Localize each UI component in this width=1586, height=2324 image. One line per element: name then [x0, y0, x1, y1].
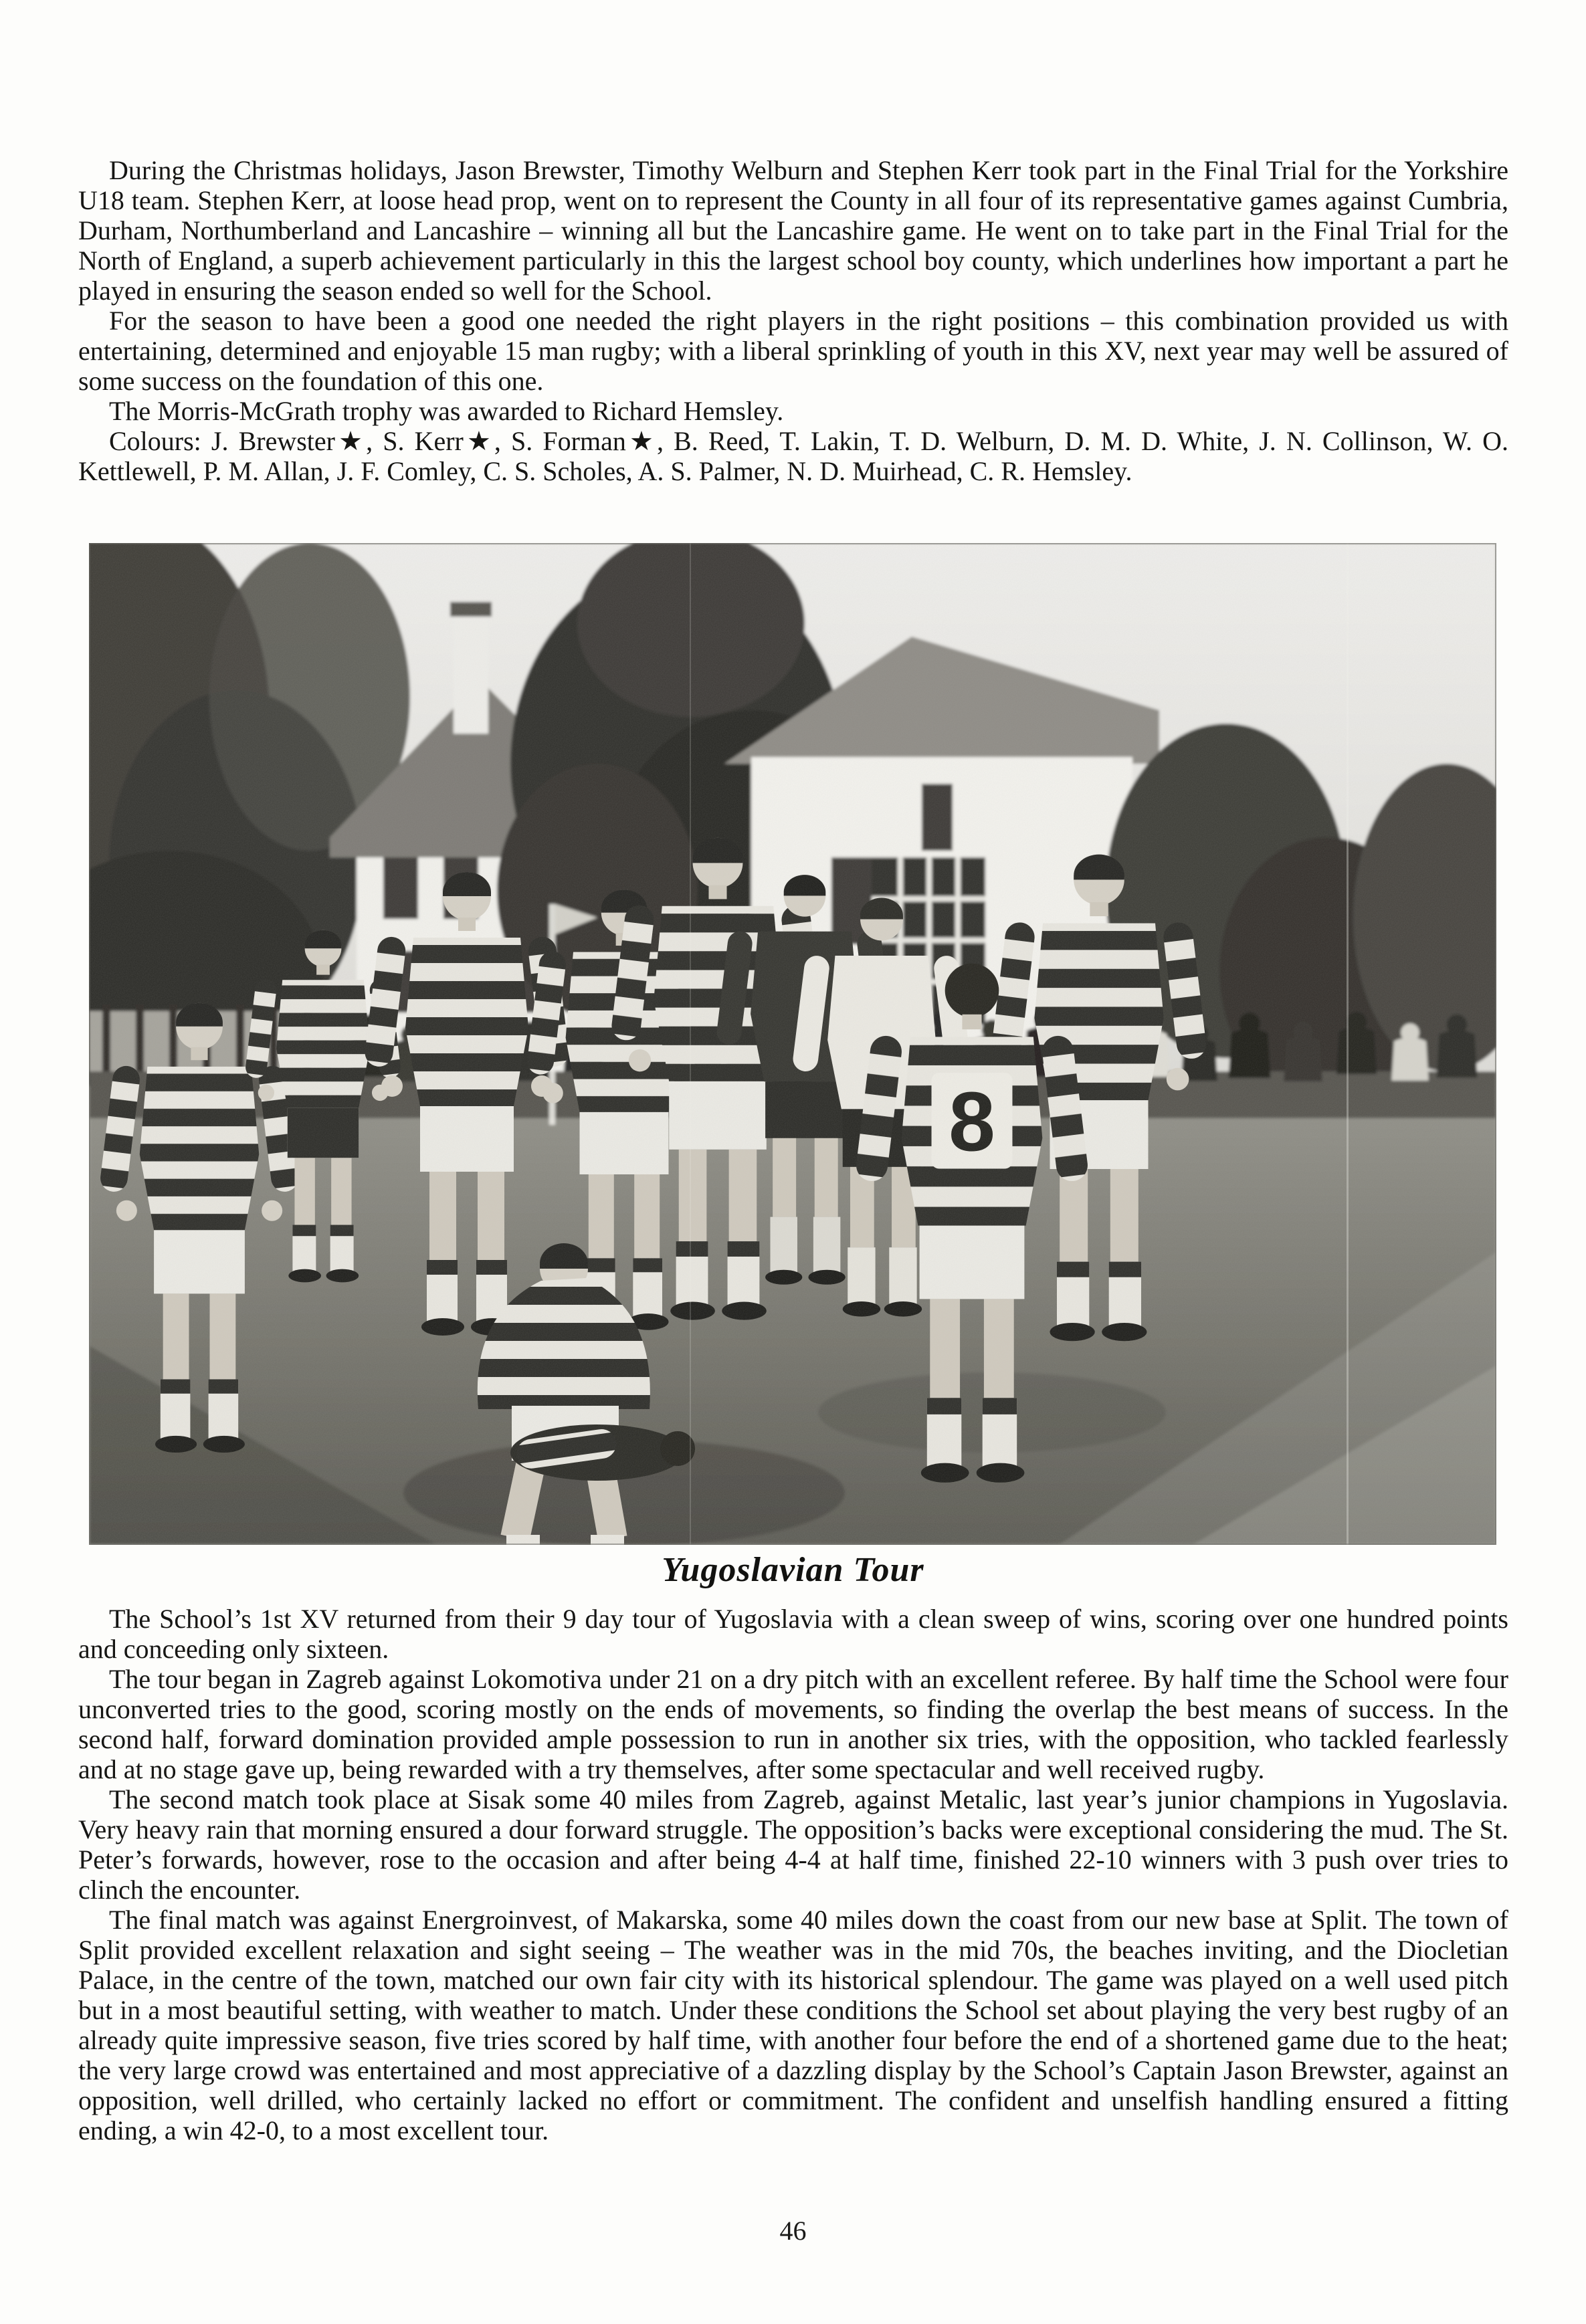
intro-paragraph: During the Christmas holidays, Jason Brewster, Timothy Welburn and Stephen Kerr took part in the Final Trial for the Yorkshire U18 team. Stephen Kerr, at loose head prop, went on to represent the County in all four of its representative games against Cumbria, Durham, Northumberland and Lancashire – winning all but the Lancashire game. He went on to take part in the Final Trial for the North of England, a superb achievement particularly in this the largest school boy county, which underlines how important a part he played in ensuring the season ended so well for the School. — [78, 155, 1508, 306]
tour-paragraph: The second match took place at Sisak some 40 miles from Zagreb, against Metalic, last year’s junior champions in Yugoslavia. Very heavy rain that morning ensured a dour forward struggle. The opposition’s backs were exceptional considering the mud. The St. Peter’s forwards, however, rose to the occasion and after being 4-4 at half time, finished 22-10 winners with 3 push over tries to clinch the encounter. — [78, 1784, 1508, 1905]
film-grain-overlay — [89, 543, 1496, 1545]
colours-paragraph: Colours: J. Brewster★, S. Kerr★, S. Forman★, B. Reed, T. Lakin, T. D. Welburn, D. M. D. White, J. N. Collinson, W. O. Kettlewell, P. M. Allan, J. F. Comley, C. S. Scholes, A. S. Palmer, N. D. Muirhead, C. R. Hemsley. — [78, 426, 1508, 486]
jersey-number: 8 — [949, 1074, 995, 1169]
intro-paragraph: For the season to have been a good one needed the right players in the right positions – this combination provided us with entertaining, determined and enjoyable 15 man rugby; with a liberal sprinkling of youth in this XV, next year may well be assured of some success on the foundation of this one. — [78, 306, 1508, 396]
section-heading: Yugoslavian Tour — [662, 1551, 924, 1589]
match-photo-illustration — [89, 543, 1496, 1545]
intro-text-block — [78, 155, 1508, 486]
page-number: 46 — [779, 2216, 807, 2246]
match-photograph — [89, 543, 1496, 1545]
tour-paragraph: The tour began in Zagreb against Lokomotiva under 21 on a dry pitch with an excellent referee. By half time the School were four unconverted tries to the good, scoring mostly on the ends of movements, so finding the overlap the best means of success. In the second half, forward domination provided ample possession to run in another six tries, with the opposition, who tackled fearlessly and at no stage gave up, being rewarded with a try themselves, after some spectacular and well received rugby. — [78, 1664, 1508, 1784]
tour-paragraph: The School’s 1st XV returned from their 9 day tour of Yugoslavia with a clean sweep of wins, scoring over one hundred points and conceeding only sixteen. — [78, 1604, 1508, 1664]
tour-paragraph: The final match was against Energroinvest, of Makarska, some 40 miles down the coast from our new base at Split. The town of Split provided excellent relaxation and sight seeing – The weather was in the mid 70s, the beaches inviting, and the Diocletian Palace, in the centre of the town, matched our own fair city with its historical splendour. The game was played on a well used pitch but in a most beautiful setting, with weather to match. Under these conditions the School set about playing the very best rugby of an already quite impressive season, five tries scored by half time, with another four before the end of a shortened game due to the heat; the very large crowd was entertained and most appreciative of a dazzling display by the School’s Captain Jason Brewster, against an opposition, well drilled, who certainly lacked no effort or commitment. The confident and unselfish handling ensured a fitting ending, a win 42-0, to a most excellent tour. — [78, 1905, 1508, 2145]
tour-text-block — [78, 1604, 1508, 2145]
intro-paragraph: The Morris-McGrath trophy was awarded to Richard Hemsley. — [109, 396, 784, 426]
